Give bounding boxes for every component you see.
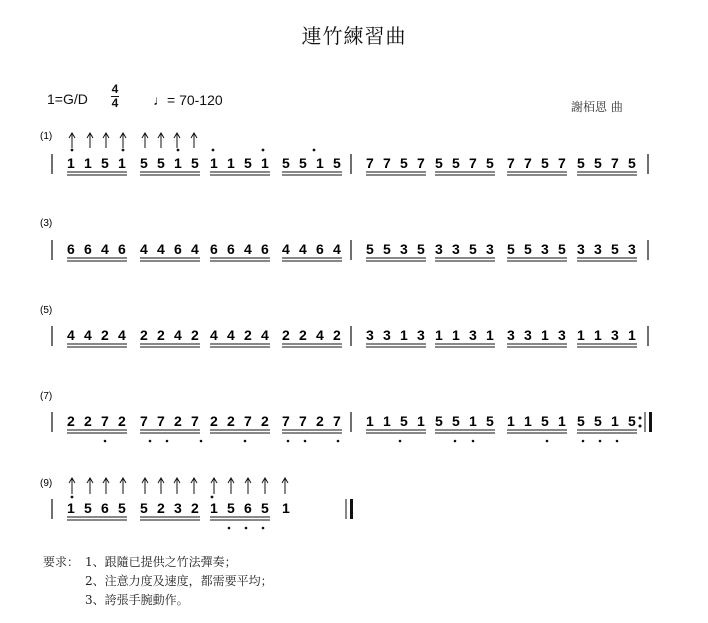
note: 7	[157, 413, 165, 429]
row-label: (3)	[40, 218, 53, 229]
note: 5	[400, 155, 408, 171]
note: 2	[299, 327, 307, 343]
note: 1	[594, 327, 602, 343]
note: 6	[84, 241, 92, 257]
note: 5	[244, 155, 252, 171]
note: 5	[383, 241, 391, 257]
note: 7	[101, 413, 109, 429]
note: 7	[299, 413, 307, 429]
note: 5	[541, 155, 549, 171]
octave-dot	[304, 440, 307, 443]
note: 1	[282, 500, 290, 516]
note: 1	[628, 327, 636, 343]
note: 1	[118, 155, 126, 171]
note: 5	[541, 413, 549, 429]
note: 2	[282, 327, 290, 343]
note: 5	[435, 413, 443, 429]
note: 1	[524, 413, 532, 429]
note: 3	[628, 241, 636, 257]
note: 5	[400, 413, 408, 429]
note: 1	[541, 327, 549, 343]
quarter-note-icon: ♩	[153, 92, 167, 108]
note: 1	[417, 413, 425, 429]
octave-dot	[211, 496, 214, 499]
note: 7	[333, 413, 341, 429]
note: 5	[333, 155, 341, 171]
requirement-item-2: 2、注意力度及速度，都需要平均；	[85, 574, 273, 588]
note: 6	[210, 241, 218, 257]
octave-dot	[149, 440, 152, 443]
note: 1	[174, 155, 182, 171]
note: 5	[299, 155, 307, 171]
note: 5	[469, 241, 477, 257]
note: 1	[577, 327, 585, 343]
note: 7	[244, 413, 252, 429]
note: 1	[400, 327, 408, 343]
row-label: (1)	[40, 131, 53, 142]
note: 5	[577, 413, 585, 429]
octave-dot	[287, 440, 290, 443]
final-barline	[649, 412, 652, 432]
note: 5	[140, 155, 148, 171]
note: 1	[67, 155, 75, 171]
note: 5	[84, 500, 92, 516]
octave-dot	[472, 440, 475, 443]
note: 2	[227, 413, 235, 429]
note: 6	[174, 241, 182, 257]
note: 2	[333, 327, 341, 343]
note: 1	[84, 155, 92, 171]
time-signature-bottom: 4	[111, 96, 119, 110]
note: 4	[299, 241, 307, 257]
note: 3	[611, 327, 619, 343]
octave-dot	[582, 440, 585, 443]
note: 5	[191, 155, 199, 171]
note: 2	[67, 413, 75, 429]
repeat-dot	[639, 417, 642, 420]
note: 7	[191, 413, 199, 429]
note: 3	[417, 327, 425, 343]
row-label: (9)	[40, 478, 53, 489]
note: 1	[316, 155, 324, 171]
note: 5	[227, 500, 235, 516]
note: 4	[140, 241, 148, 257]
octave-dot	[228, 527, 231, 530]
note: 4	[118, 327, 126, 343]
note: 1	[366, 413, 374, 429]
note: 1	[210, 155, 218, 171]
note: 5	[486, 155, 494, 171]
note: 5	[486, 413, 494, 429]
note: 2	[157, 500, 165, 516]
note: 1	[227, 155, 235, 171]
note: 4	[227, 327, 235, 343]
octave-dot	[104, 440, 107, 443]
octave-dot	[399, 440, 402, 443]
note: 7	[611, 155, 619, 171]
row-label: (7)	[40, 391, 53, 402]
note: 1	[452, 327, 460, 343]
note: 7	[417, 155, 425, 171]
note: 3	[524, 327, 532, 343]
octave-dot	[616, 440, 619, 443]
note: 3	[469, 327, 477, 343]
octave-dot	[454, 440, 457, 443]
octave-dot	[262, 527, 265, 530]
note: 1	[210, 500, 218, 516]
octave-dot	[166, 440, 169, 443]
octave-dot	[71, 149, 74, 152]
octave-dot	[262, 149, 265, 152]
octave-dot	[71, 496, 74, 499]
note: 4	[84, 327, 92, 343]
note: 2	[316, 413, 324, 429]
note: 3	[507, 327, 515, 343]
note: 7	[558, 155, 566, 171]
note: 7	[469, 155, 477, 171]
requirement-item-3: 3、誇張手腕動作。	[85, 593, 189, 607]
note: 1	[383, 413, 391, 429]
note: 4	[67, 327, 75, 343]
note: 6	[244, 500, 252, 516]
note: 3	[366, 327, 374, 343]
note: 2	[118, 413, 126, 429]
note: 6	[316, 241, 324, 257]
page-title: 連竹練習曲	[301, 24, 407, 48]
note: 4	[210, 327, 218, 343]
note: 1	[67, 500, 75, 516]
note: 6	[261, 241, 269, 257]
requirements-heading: 要求：	[43, 555, 80, 569]
octave-dot	[244, 440, 247, 443]
note: 2	[140, 327, 148, 343]
octave-dot	[212, 149, 215, 152]
note: 2	[101, 327, 109, 343]
note: 4	[174, 327, 182, 343]
note: 5	[118, 500, 126, 516]
note: 2	[210, 413, 218, 429]
final-barline	[350, 499, 353, 519]
note: 3	[486, 241, 494, 257]
note: 7	[383, 155, 391, 171]
note: 5	[101, 155, 109, 171]
repeat-dot	[639, 425, 642, 428]
note: 5	[282, 155, 290, 171]
note: 5	[417, 241, 425, 257]
note: 3	[577, 241, 585, 257]
note: 2	[244, 327, 252, 343]
note: 6	[101, 500, 109, 516]
note: 3	[383, 327, 391, 343]
note: 2	[191, 500, 199, 516]
note: 5	[452, 155, 460, 171]
note: 2	[261, 413, 269, 429]
octave-dot	[313, 149, 316, 152]
note: 4	[282, 241, 290, 257]
note: 2	[84, 413, 92, 429]
note: 7	[366, 155, 374, 171]
key-signature: 1=G/D	[47, 91, 88, 107]
row-label: (5)	[40, 305, 53, 316]
note: 1	[486, 327, 494, 343]
note: 1	[469, 413, 477, 429]
note: 7	[282, 413, 290, 429]
requirement-item-1: 1、跟隨已提供之竹法彈奏；	[85, 555, 237, 569]
note: 1	[435, 327, 443, 343]
octave-dot	[337, 440, 340, 443]
note: 7	[507, 155, 515, 171]
note: 5	[577, 155, 585, 171]
note: 7	[524, 155, 532, 171]
note: 3	[435, 241, 443, 257]
note: 6	[67, 241, 75, 257]
note: 4	[191, 241, 199, 257]
note: 4	[261, 327, 269, 343]
octave-dot	[245, 527, 248, 530]
note: 5	[140, 500, 148, 516]
note: 1	[507, 413, 515, 429]
note: 7	[140, 413, 148, 429]
note: 2	[157, 327, 165, 343]
note: 3	[558, 327, 566, 343]
note: 5	[524, 241, 532, 257]
octave-dot	[200, 440, 203, 443]
note: 5	[594, 413, 602, 429]
octave-dot	[546, 440, 549, 443]
note: 3	[594, 241, 602, 257]
note: 5	[628, 413, 636, 429]
composer-credit: 謝栢恩 曲	[571, 100, 623, 114]
note: 2	[174, 413, 182, 429]
note: 6	[227, 241, 235, 257]
note: 4	[101, 241, 109, 257]
note: 1	[558, 413, 566, 429]
note: 4	[316, 327, 324, 343]
time-signature-top: 4	[111, 82, 119, 96]
tempo-value: = 70-120	[167, 92, 223, 108]
note: 5	[507, 241, 515, 257]
note: 6	[118, 241, 126, 257]
octave-dot	[122, 149, 125, 152]
note: 5	[261, 500, 269, 516]
note: 5	[594, 155, 602, 171]
note: 3	[452, 241, 460, 257]
note: 5	[435, 155, 443, 171]
octave-dot	[599, 440, 602, 443]
note: 4	[157, 241, 165, 257]
note: 5	[366, 241, 374, 257]
note: 2	[191, 327, 199, 343]
note: 4	[244, 241, 252, 257]
octave-dot	[177, 149, 180, 152]
note: 5	[558, 241, 566, 257]
note: 1	[261, 155, 269, 171]
note: 4	[333, 241, 341, 257]
note: 5	[611, 241, 619, 257]
note: 1	[611, 413, 619, 429]
note: 5	[157, 155, 165, 171]
note: 3	[541, 241, 549, 257]
note: 3	[400, 241, 408, 257]
note: 5	[452, 413, 460, 429]
note: 5	[628, 155, 636, 171]
note: 3	[174, 500, 182, 516]
